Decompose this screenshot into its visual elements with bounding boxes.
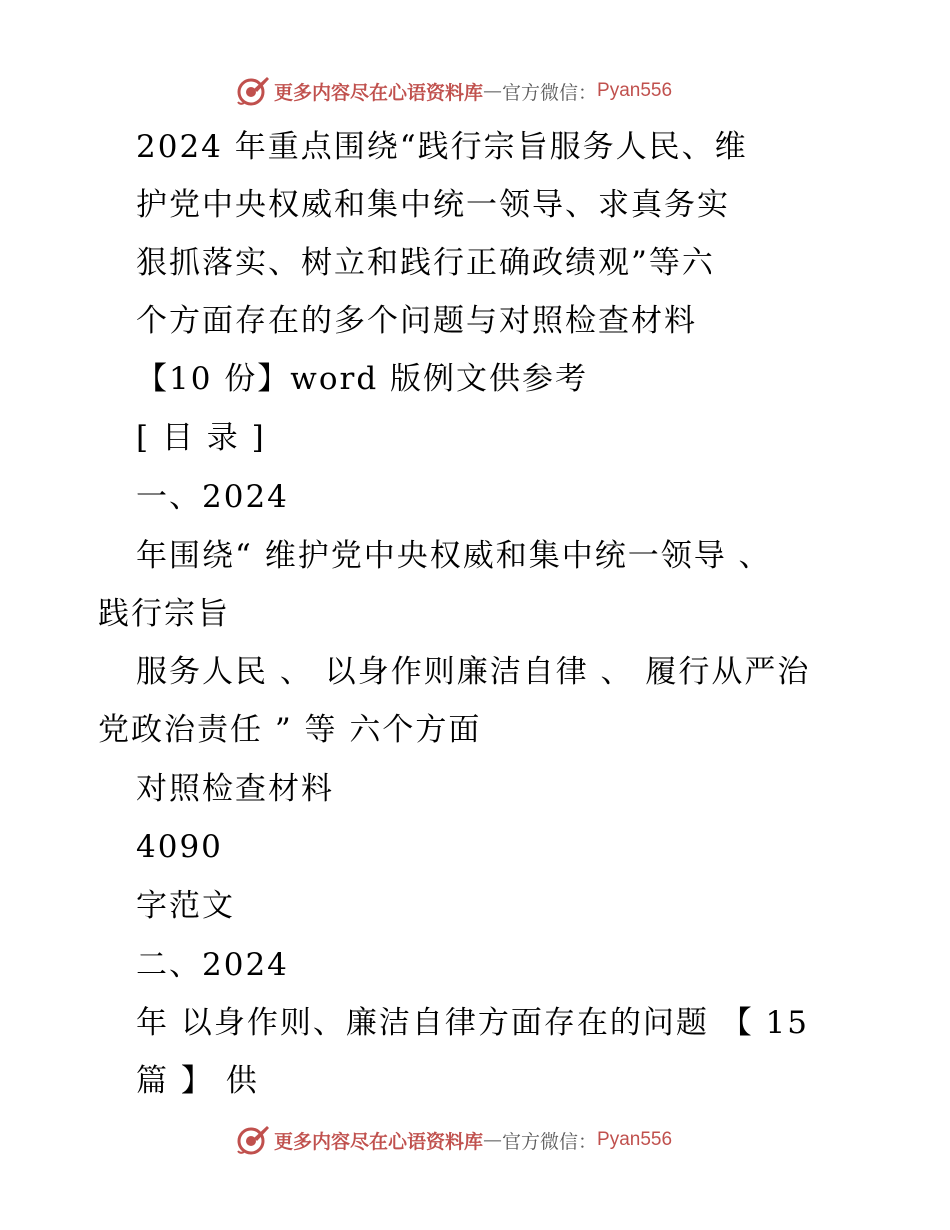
toc-heading: [ 目 录 ] — [136, 420, 266, 456]
toc-item-1-line-4: 党政治责任 ” 等 六个方面 — [98, 712, 482, 748]
watermark-text: 更多内容尽在心语资料库 — [274, 81, 484, 104]
toc-item-1-line-6: 字范文 — [136, 888, 235, 924]
watermark-text: 更多内容尽在心语资料库 — [274, 1130, 484, 1153]
watermark-wechat-label: 官方微信： — [502, 81, 598, 104]
footer-watermark — [236, 1122, 672, 1158]
header-watermark — [236, 73, 672, 109]
watermark-dash: — — [483, 1129, 503, 1151]
toc-item-2-line-2: 篇 】 供 — [136, 1063, 259, 1099]
watermark-wechat-label: 官方微信： — [502, 1130, 598, 1153]
toc-item-1-number: 一、2024 — [136, 479, 289, 515]
pen-logo-icon — [236, 74, 270, 108]
title-line-4: 个方面存在的多个问题与对照检查材料 — [136, 303, 697, 339]
title-line-3: 狠抓落实、树立和践行正确政绩观”等六 — [136, 245, 715, 281]
toc-item-1-line-1: 年围绕“ 维护党中央权威和集中统一领导 、 — [136, 538, 772, 574]
title-line-2: 护党中央权威和集中统一领导、求真务实 — [136, 187, 730, 223]
toc-item-1-line-5: 对照检查材料 — [136, 771, 334, 807]
toc-item-1-line-2: 践行宗旨 — [98, 596, 230, 632]
title-line-1: 2024 年重点围绕“践行宗旨服务人民、维 — [136, 129, 748, 165]
pen-logo-icon — [236, 1123, 270, 1157]
toc-item-2-number: 二、2024 — [136, 947, 289, 983]
title-line-5: 【10 份】word 版例文供参考 — [136, 361, 589, 397]
toc-item-1-word-count: 4090 — [136, 829, 223, 865]
toc-item-1-line-3: 服务人民 、 以身作则廉洁自律 、 履行从严治 — [136, 654, 811, 690]
watermark-wechat-id: Pyan556 — [597, 80, 673, 101]
watermark-dash: — — [483, 80, 503, 102]
watermark-wechat-id: Pyan556 — [597, 1129, 673, 1150]
toc-item-2-line-1: 年 以身作则、廉洁自律方面存在的问题 【 15 — [136, 1005, 810, 1041]
